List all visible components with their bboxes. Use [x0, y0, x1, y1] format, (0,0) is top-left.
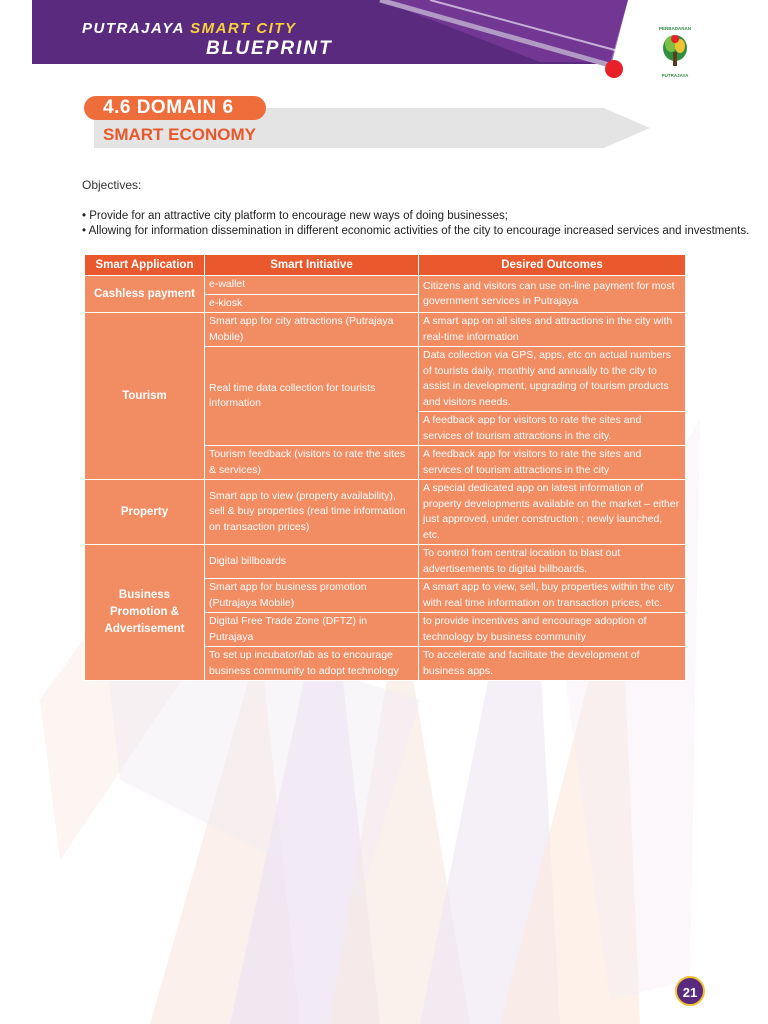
logo-text-top: PERBADANAN [658, 26, 692, 31]
initiative-cell: Smart app to view (property availability), sell & buy properties (real time information on transaction prices) [205, 480, 419, 545]
brand-subtitle: BLUEPRINT [206, 38, 333, 59]
outcome-cell: A feedback app for visitors to rate the sites and services of tourism attractions in the city [419, 446, 686, 480]
perbadanan-putrajaya-logo [646, 22, 704, 80]
category-tourism: Tourism [85, 313, 205, 480]
outcome-cell: A smart app on all sites and attractions in the city with real-time information [419, 313, 686, 347]
brand-title: PUTRAJAYA SMART CITY [82, 20, 297, 37]
section-subtitle: SMART ECONOMY [103, 125, 256, 144]
table-row [85, 545, 686, 579]
outcome-cell: Data collection via GPS, apps, etc on actual numbers of tourists daily, monthly and annually to the city to assist in development, upgrading of tourism products and visitors needs. [419, 347, 686, 412]
outcome-cell: To accelerate and facilitate the development of business apps. [419, 647, 686, 681]
outcome-cell: Citizens and visitors can use on-line payment for most government services in Putrajaya [419, 276, 686, 313]
category-cashless-payment: Cashless payment [85, 276, 205, 313]
header-smart-application: Smart Application [85, 255, 205, 276]
initiative-cell: Smart app for city attractions (Putrajaya Mobile) [205, 313, 419, 347]
outcome-cell: A special dedicated app on latest information of property developments available on the market – either just approved, under construction ; newly launched, etc. [419, 480, 686, 545]
initiative-cell: e-kiosk [205, 294, 419, 313]
table-row [85, 480, 686, 545]
initiative-cell: e-wallet [205, 276, 419, 295]
category-business-promotion: Business Promotion & Advertisement [85, 545, 205, 681]
objective-item: • Allowing for information dissemination in different economic activities of the city to encourage increased services and investments. [82, 225, 749, 237]
header-red-dot [605, 60, 623, 78]
category-property: Property [85, 480, 205, 545]
objectives-list [82, 210, 749, 240]
smart-economy-table [84, 254, 686, 681]
outcome-cell: To control from central location to blast out advertisements to digital billboards. [419, 545, 686, 579]
header-desired-outcomes: Desired Outcomes [419, 255, 686, 276]
objectives-title: Objectives: [82, 178, 142, 192]
initiative-cell: Smart app for business promotion (Putrajaya Mobile) [205, 579, 419, 613]
header-smart-initiative: Smart Initiative [205, 255, 419, 276]
initiative-cell: Real time data collection for tourists information [205, 347, 419, 446]
logo-text-bottom: PUTRAJAYA [661, 73, 689, 78]
section-title: 4.6 DOMAIN 6 [103, 97, 234, 118]
initiative-cell: Digital Free Trade Zone (DFTZ) in Putrajaya [205, 613, 419, 647]
table-header-row [85, 255, 686, 276]
outcome-cell: A smart app to view, sell, buy properties within the city with real time information on transaction prices, etc. [419, 579, 686, 613]
outcome-cell: A feedback app for visitors to rate the sites and services of tourism attractions in the city. [419, 412, 686, 446]
table-row [85, 276, 686, 295]
outcome-cell: to provide incentives and encourage adoption of technology by business community [419, 613, 686, 647]
initiative-cell: Tourism feedback (visitors to rate the sites & services) [205, 446, 419, 480]
initiative-cell: To set up incubator/lab as to encourage business community to adopt technology [205, 647, 419, 681]
objective-item: • Provide for an attractive city platform to encourage new ways of doing businesses; [82, 210, 749, 222]
page-number: 21 [675, 976, 705, 1006]
table-row [85, 313, 686, 347]
initiative-cell: Digital billboards [205, 545, 419, 579]
